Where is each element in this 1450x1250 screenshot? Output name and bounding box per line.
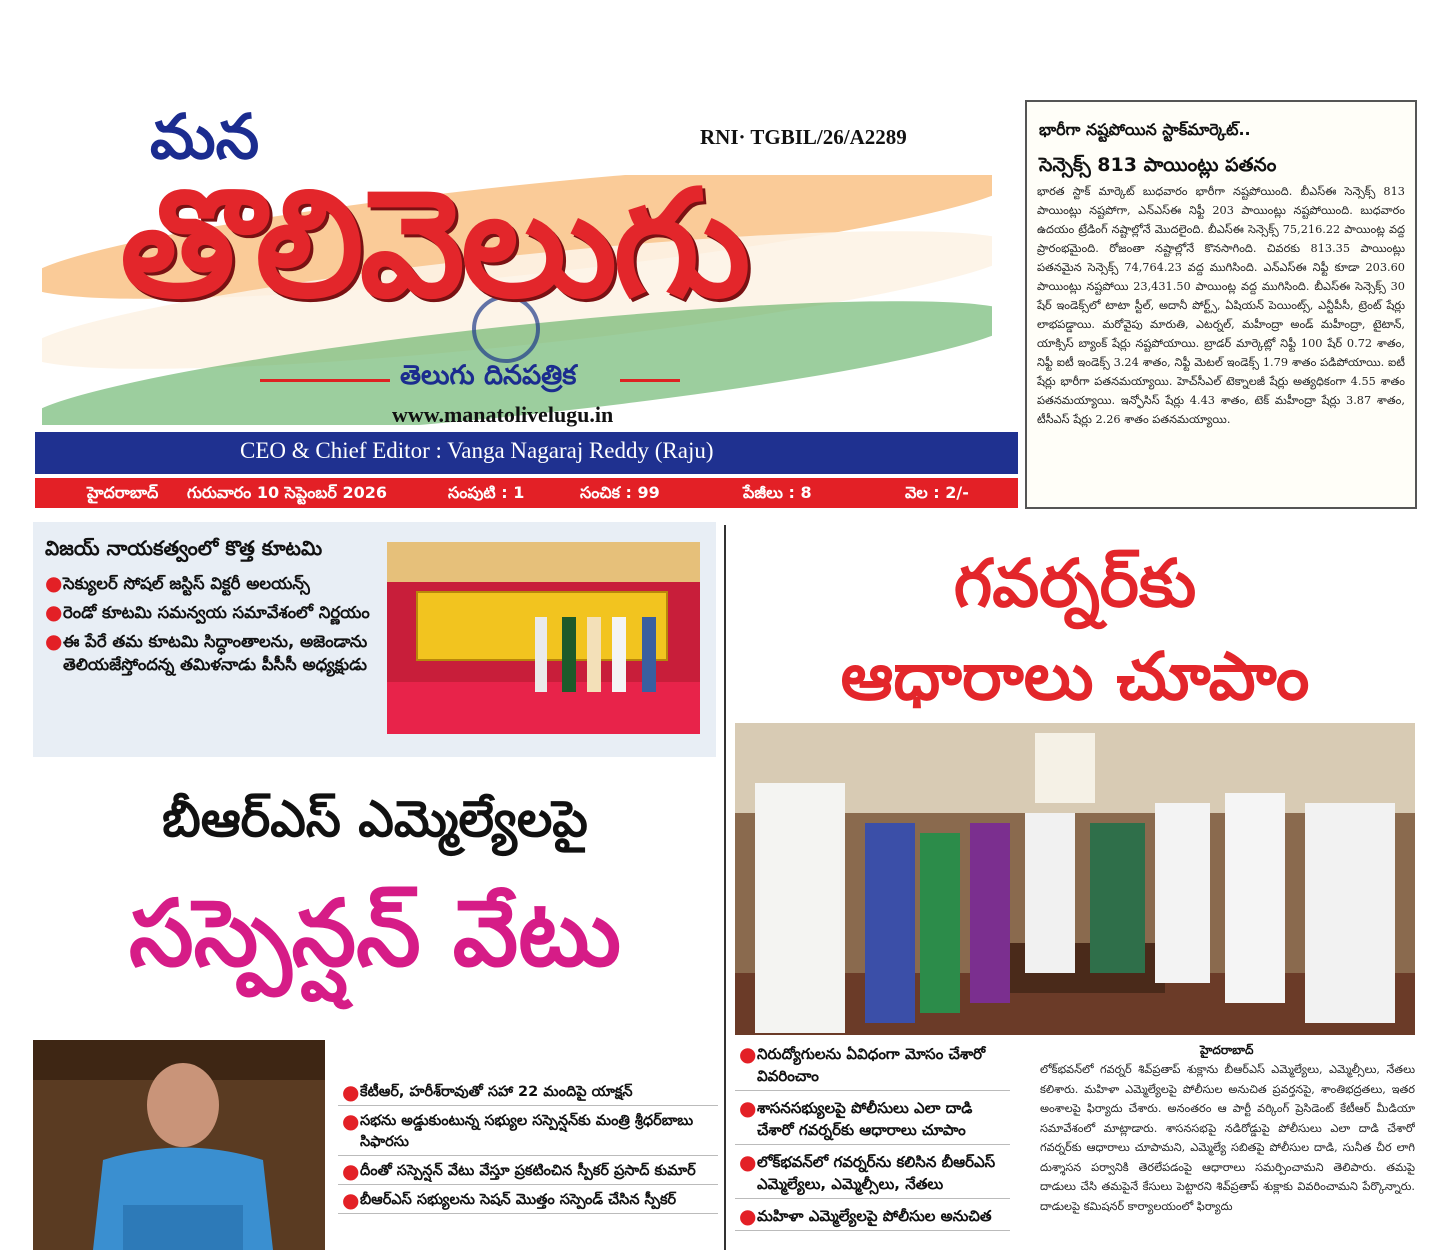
newspaper-subtitle: తెలుగు దినపత్రిక	[400, 360, 577, 391]
speaker-photo	[33, 1040, 325, 1250]
list-item: ● ఈ పేరే తమ కూటమి సిద్ధాంతాలను, అజెండాను తెలియజేస్తోందన్న తమిళనాడు పీసీసీ అధ్యక్షుడు	[45, 629, 368, 674]
list-item: ● కేటీఆర్, హరీశ్‌రావుతో సహా 22 మందిపై యాక్షన్	[338, 1082, 718, 1106]
governor-dateline: హైదరాబాద్	[1200, 1043, 1254, 1057]
stock-story: భారత స్టాక్ మార్కెట్ బుధవారం భారీగా నష్టపోయింది. బీఎస్ఈ సెన్సెక్స్ 813 పాయింట్లు నష్టపోగా, ఎన్ఎస్ఈ నిఫ్టీ 203 పాయింట్లు నష్టపోయింది. బుధవారం ఉదయం ట్రేడింగ్ నష్టాల్లోనే మొదలైంది. బీఎస్ఈ సెన్సెక్స్ 75,216.22 పాయింట్ల వద్ద ప్రారంభమైంది. రోజంతా నష్టాల్లోనే కొనసాగింది. చివరకు 813.35 పాయింట్లు పతనమైన సెన్సెక్స్ 74,764.23 వద్ద ముగిసింది. ఎన్ఎస్ఈ నిఫ్టీ కూడా 203.60 పాయింట్లు నష్టపోయి 23,431.50 పాయింట్ల వద్ద ముగిసింది. బీఎస్ఈ సెన్సెక్స్ 30 షేర్ ఇండెక్స్‌లో టాటా స్టీల్, అదానీ పోర్ట్స్, ఏషియన్ పెయింట్స్, ఎన్టీపీసీ, ట్రెంట్ షేర్లు లాభపడ్డాయి. మరోవైపు మారుతి, ఎటర్నల్, మహీంద్రా అండ్ మహీంద్రా, టైటాన్, యాక్సిస్ బ్యాంక్ షేర్లు నష్టపోయాయి. బ్రాడర్ మార్కెట్లో నిఫ్టీ 100 షేర్ 0.72 శాతం, నిఫ్టీ ఐటీ ఇండెక్స్ 3.24 శాతం, నిఫ్టీ మెటల్ ఇండెక్స్ 1.79 శాతం పడిపోయాయి. ఐటీ షేర్లు భారీగా పతనమయ్యాయి. హెచ్‌సీఎల్ టెక్నాలజీ షేర్లు అత్యధికంగా 4.55 శాతం పతనమయ్యాయి. ఇన్ఫోసిస్ షేర్లు 4.43 శాతం, టెక్ మహీంద్రా షేర్లు 3.87 శాతం, టీసీఎస్ షేర్లు 2.26 శాతం పతనమయ్యాయి.	[1037, 185, 1405, 426]
dateline-issue: సంచిక : 99	[580, 483, 660, 502]
list-item: ● సెక్యులర్ సోషల్ జస్టిస్ విక్టరీ అలయన్స్	[45, 571, 310, 595]
list-item: ● లోక్‌భవన్‌లో గవర్నర్‌ను కలిసిన బీఆర్ఎస్ ఎమ్మెల్యేలు, ఎమ్మెల్సీలు, నేతలు	[735, 1151, 1010, 1199]
editor-bar	[35, 432, 1018, 474]
bullet-icon: ●	[342, 1188, 360, 1212]
bullet-icon: ●	[739, 1042, 757, 1066]
suspension-bullet-list	[338, 1082, 718, 1219]
stock-kicker: భారీగా నష్టపోయిన స్టాక్‌మార్కెట్..	[1039, 120, 1251, 139]
newspaper-logo: తొలివెలుగు	[120, 158, 747, 330]
subtitle-rule-right	[620, 379, 680, 382]
stock-market-box	[1025, 100, 1417, 509]
dateline-price: వెల : 2/-	[905, 483, 969, 502]
list-item: ● బీఆర్ఎస్ సభ్యులను సెషన్ మొత్తం సస్పెండ్ చేసిన స్పీకర్	[338, 1190, 718, 1214]
suspension-headline-main: సస్పెన్షన్ వేటు	[129, 880, 621, 987]
subtitle-row	[260, 360, 680, 400]
list-item: ● మహిళా ఎమ్మెల్యేలపై పోలీసుల అనుచిత	[735, 1205, 1010, 1231]
dateline-volume: సంపుటి : 1	[448, 483, 525, 502]
governor-meeting-photo	[735, 723, 1415, 1035]
bullet-icon: ●	[45, 571, 63, 595]
subtitle-rule-left	[260, 379, 390, 382]
bullet-icon: ●	[739, 1096, 757, 1120]
governor-headline-line1: గవర్నర్‌కు	[953, 545, 1197, 622]
bullet-icon: ●	[739, 1204, 757, 1228]
alliance-meeting-photo	[387, 542, 700, 734]
bullet-icon: ●	[342, 1159, 360, 1183]
website-link[interactable]: www.manatolivelugu.in	[392, 402, 614, 427]
list-item: ● రెండో కూటమి సమన్వయ సమావేశంలో నిర్ణయం	[45, 600, 370, 624]
dateline-place: హైదరాబాద్	[87, 483, 159, 502]
governor-headline-line2: ఆధారాలు చూపాం	[840, 638, 1310, 715]
logo-small: మన	[150, 100, 260, 173]
bullet-icon: ●	[45, 600, 63, 624]
bullet-icon: ●	[342, 1109, 360, 1133]
dateline-date: గురువారం 10 సెప్టెంబర్ 2026	[187, 483, 387, 502]
list-item: ● సభను అడ్డుకుంటున్న సభ్యుల సస్పెన్షన్‌కు మంత్రి శ్రీధర్‌బాబు సిఫారసు	[338, 1111, 718, 1156]
dateline-bar	[35, 478, 1018, 508]
list-item: ● దీంతో సస్పెన్షన్ వేటు వేస్తూ ప్రకటించిన స్పీకర్ ప్రసాద్ కుమార్	[338, 1161, 718, 1185]
list-item: ● శాసనసభ్యులపై పోలీసులు ఎలా దాడి చేశారో గవర్నర్‌కు ఆధారాలు చూపాం	[735, 1097, 1010, 1145]
rni-number: RNI· TGBIL/26/A2289	[700, 125, 907, 149]
editor-credit: CEO & Chief Editor : Vanga Nagaraj Reddy (Raju)	[240, 438, 714, 463]
dateline-pages: పేజీలు : 8	[743, 483, 812, 502]
suspension-headline-top: బీఆర్ఎస్ ఎమ్మెల్యేలపై	[162, 790, 588, 848]
column-divider	[724, 525, 726, 1250]
alliance-headline: విజయ్ నాయకత్వంలో కొత్త కూటమి	[45, 536, 323, 560]
governor-bullet-list	[735, 1043, 1010, 1237]
list-item: ● నిరుద్యోగులను ఏవిధంగా మోసం చేశారో వివరించాం	[735, 1043, 1010, 1091]
alliance-bullet-list	[41, 572, 386, 682]
bullet-icon: ●	[739, 1150, 757, 1174]
governor-story: లోక్‌భవన్‌లో గవర్నర్ శివ్‌ప్రతాప్ శుక్లాను బీఆర్ఎస్ ఎమ్మెల్యేలు, ఎమ్మెల్సీలు, నేతలు కలిశారు. మహిళా ఎమ్మెల్యేలపై పోలీసుల అనుచిత ప్రవర్తనపై, శాంతిభద్రతలు, ఇతర అంశాలపై ఫిర్యాదు చేశారు. అనంతరం ఆ పార్టీ వర్కింగ్ ప్రెసిడెంట్ కేటీఆర్ మీడియా సమావేశంలో మాట్లాడారు. శాసనసభపై నడిరోడ్డుపై పోలీసులు ఎలా దాడి చేశారో గవర్నర్‌కు ఆధారాలు చూపామని, ఎమ్మెల్యే సబితపై పోలీసుల దాడి, సునీత చీర లాగి దుశ్శాసన పర్వానికి తెరలేపడంపై ఆధారాలు సమర్పించామని తెలిపారు. తమపై దాడులు చేసి తమపైనే కేసులు పెట్టారని శివ్‌ప్రతాప్ శుక్లాకు వివరించామని పేర్కొన్నారు. దాడులపై కమిషనర్ కార్యాలయంలో ఫిర్యాదు	[1040, 1063, 1415, 1213]
bullet-icon: ●	[342, 1080, 360, 1104]
stock-headline: సెన్సెక్స్ 813 పాయింట్లు పతనం	[1039, 154, 1277, 176]
bullet-icon: ●	[45, 629, 63, 653]
